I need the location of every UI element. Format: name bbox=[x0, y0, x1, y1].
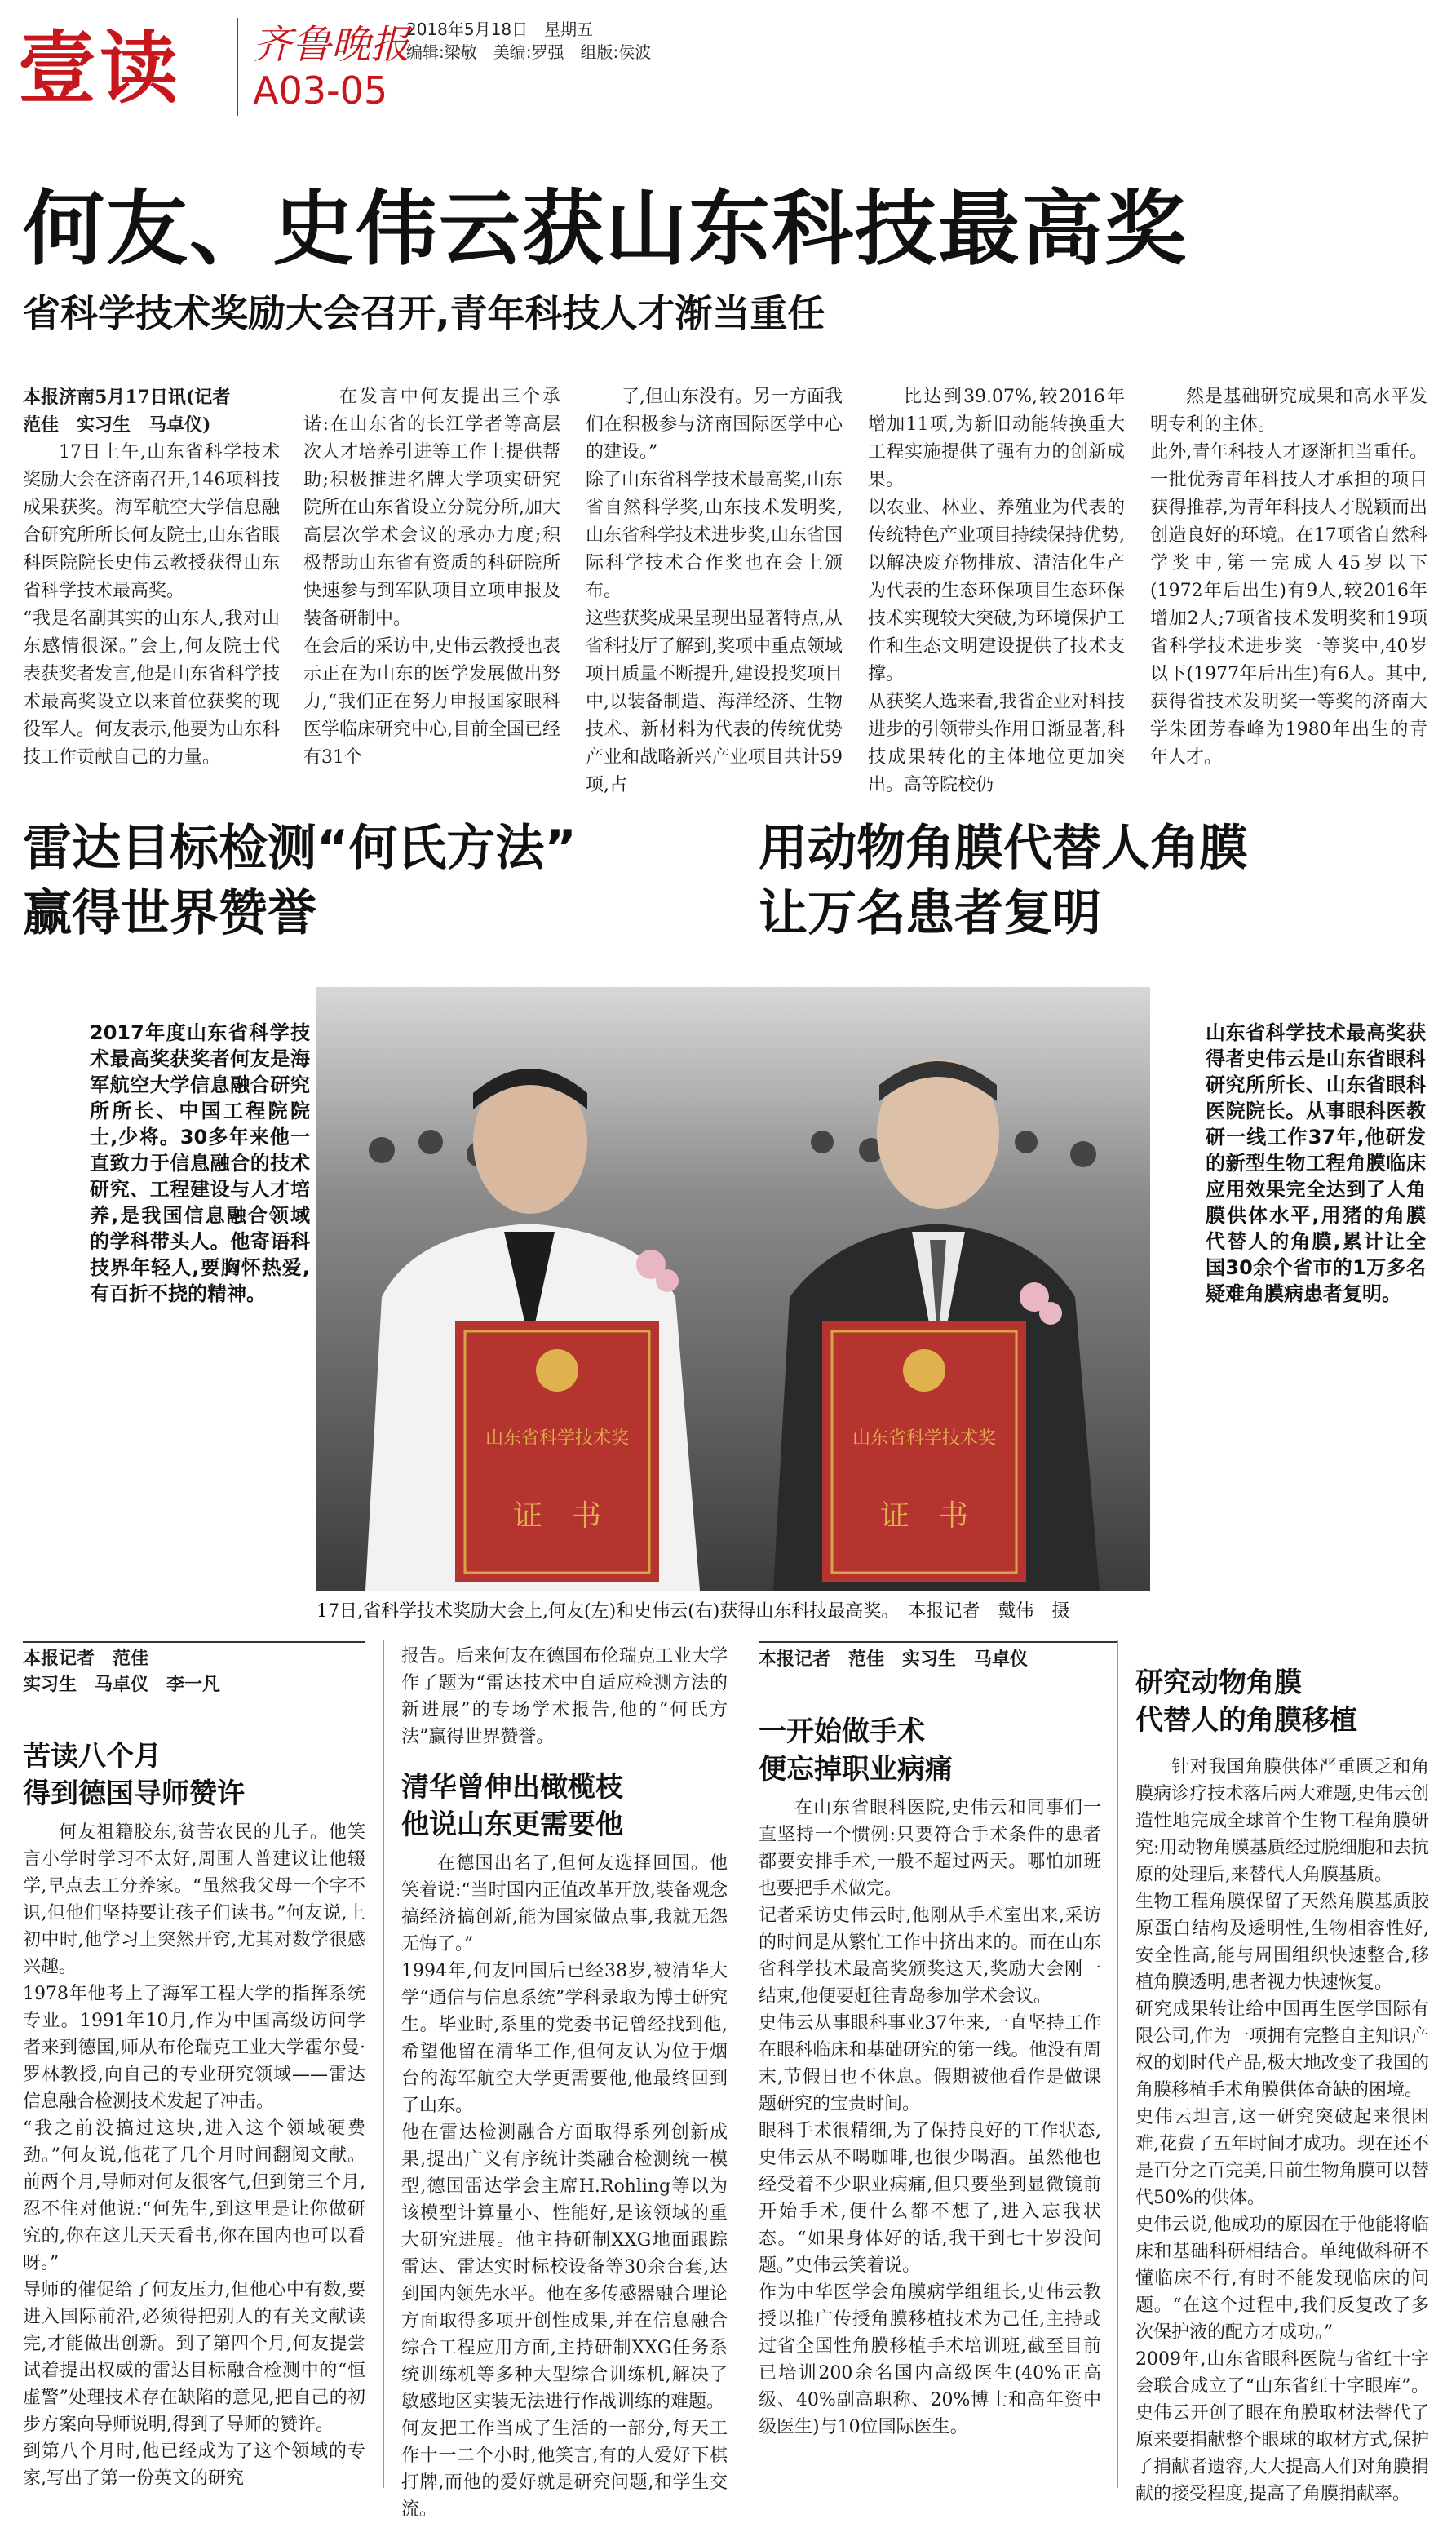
left-certificate bbox=[455, 1321, 659, 1582]
left-story-rule bbox=[23, 1641, 365, 1643]
left-subhead-2: 清华曾伸出橄榄枝 他说山东更需要他 bbox=[401, 1771, 623, 1841]
column-rule-right bbox=[1117, 1640, 1118, 2488]
main-column-4: 比达到39.07%,较2016年增加11项,为新旧动能转换重大工程实施提供了强有力的创新成果。 以农业、林业、养殖业为代表的传统特色产业项目持续保持优势,以解决废弃物排放、清洁化生产为代表的生态环保项目生态环保技术实现较大突破,为环境保护工作和生态文明建设提供了技术支撑。 从获奖人选来看,我省企业对科技进步的引领带头作用日渐显著,科技成果转化的主体地位更加突出。高等院校仍 bbox=[868, 387, 1125, 795]
section-name: 壹读 bbox=[18, 23, 181, 114]
left-photo-caption: 2017年度山东省科学技术最高奖获奖者何友是海军航空大学信息融合研究所所长、中国工程院院士,少将。30多年来他一直致力于信息融合的技术研究、工程建设与人才培养,是我国信息融合领域的学科带头人。他寄语科技界年轻人,要胸怀热爱,有百折不挠的精神。 bbox=[90, 1021, 310, 1305]
main-column-1-text: 17日上午,山东省科学技术奖励大会在济南召开,146项科技成果获奖。海军航空大学信息融合研究所所长何友院士,山东省眼科医院院长史伟云教授获得山东省科学技术最高奖。 “我是名副其实的山东人,我对山东感情很深。”会上,何友院士代表获奖者发言,他是山东省科学技术最高奖设立以来首位获奖的现役军人。何友表示,他要为山东科技工作贡献自己的力量。 bbox=[23, 442, 280, 768]
right-story-rule bbox=[759, 1641, 1117, 1643]
right-story-title: 用动物角膜代替人角膜 让万名患者复明 bbox=[759, 820, 1248, 942]
main-byline: 本报济南5月17日讯(记者 范佳 实习生 马卓仪) bbox=[23, 387, 231, 436]
right-subhead-2: 研究动物角膜 代替人的角膜移植 bbox=[1135, 1667, 1357, 1737]
header-divider bbox=[237, 18, 238, 116]
right-story-byline: 本报记者 范佳 实习生 马卓仪 bbox=[759, 1649, 1029, 1670]
main-deck: 省科学技术奖励大会召开,青年科技人才渐当重任 bbox=[23, 291, 825, 335]
right-text-1: 在山东省眼科医院,史伟云和同事们一直坚持一个惯例:只要符合手术条件的患者都要安排手术,一般不超过两天。哪怕加班也要把手术做完。 记者采访史伟云时,他刚从手术室出来,采访的时间是从繁忙工作中挤出来的。而在山东省科学技术最高奖颁奖这天,奖励大会刚一结束,他便要赶往青岛参加学术会议。 史伟云从事眼科事业37年来,一直坚持工作在眼科临床和基础研究的第一线。他没有周末,节假日也不休息。假期被他看作是做课题研究的宝贵时间。 眼科手术很精细,为了保持良好的工作状态,史伟云从不喝咖啡,也很少喝酒。虽然他也经受着不少职业病痛,但只要坐到显微镜前开始手术,便什么都不想了,进入忘我状态。“如果身体好的话,我干到七十岁没问题。”史伟云笑着说。 作为中华医学会角膜病学组组长,史伟云教授以推广传授角膜移植技术为己任,主持或过省全国性角膜移植手术培训班,截至目前已培训200余名国内高级医生(40%正高级、40%副高职称、20%博士和高年资中级医生)与10位国际医生。 bbox=[759, 1798, 1101, 2437]
right-photo-caption: 山东省科学技术最高奖获得者史伟云是山东省眼科研究所所长、山东省眼科医院院长。从事眼科医教研一线工作37年,他研发的新型生物工程角膜临床应用效果完全达到了人角膜供体水平,用猪的角膜代替人的角膜,累计让全国30余个省市的1万多名疑难角膜病患者复明。 bbox=[1206, 1021, 1426, 1305]
right-certificate-label: 证 书 bbox=[879, 1499, 969, 1533]
column-rule bbox=[383, 1640, 384, 2488]
main-column-5: 然是基础研究成果和高水平发明专利的主体。 此外,青年科技人才逐渐担当重任。一批优秀青年科技人才承担的项目获得推荐,为青年科技人才脱颖而出创造良好的环境。在17项省自然科学奖中,第一完成人45岁以下(1972年后出生)有9人,较2016年增加2人;7项省技术发明奖和19项省科学技术进步奖一等奖中,40岁以下(1977年后出生)有6人。其中,获得省技术发明奖一等奖的济南大学朱团芳春峰为1980年出生的青年人才。 bbox=[1150, 387, 1427, 768]
right-certificate-title: 山东省科学技术奖 bbox=[852, 1428, 997, 1449]
left-subhead-1: 苦读八个月 得到德国导师赞许 bbox=[23, 1740, 245, 1810]
left-certificate-label: 证 书 bbox=[512, 1499, 602, 1533]
left-certificate-title: 山东省科学技术奖 bbox=[485, 1428, 630, 1449]
left-text-2: 报告。后来何友在德国布伦瑞克工业大学作了题为“雷达技术中自适应检测方法的新进展”的专场学术报告,他的“何氏方法”赢得世界赞誉。 bbox=[401, 1646, 728, 1747]
left-text-1: 何友祖籍胶东,贫苦农民的儿子。他笑言小学时学习不太好,周围人普建议让他辍学,早点去工分养家。“虽然我父母一个字不识,但他们坚持要让孩子们读书。”何友说,上初中时,他学习上突然开窍,尤其对数学很感兴趣。 1978年他考上了海军工程大学的指挥系统专业。1991年10月,作为中国高级访问学者来到德国,师从布伦瑞克工业大学霍尔曼·罗林教授,向自己的专业研究领域——雷达信息融合检测技术发起了冲击。 “我之前没搞过这块,进入这个领域硬费劲。”何友说,他花了几个月时间翻阅文献。前两个月,导师对何友很客气,但到第三个月,忍不住对他说:“何先生,到这里是让你做研究的,你在这儿天天看书,你在国内也可以看呀。” 导师的催促给了何友压力,但他心中有数,要进入国际前沿,必须得把别人的有关文献读完,才能做出创新。到了第四个月,何友提尝试着提出权威的雷达目标融合检测中的“恒虚警”处理技术存在缺陷的意见,把自己的初步方案向导师说明,得到了导师的赞许。 到第八个月时,他已经成为了这个领域的专家,写出了第一份英文的研究 bbox=[23, 1822, 365, 2489]
main-headline: 何友、史伟云获山东科技最高奖 bbox=[23, 181, 1188, 277]
right-text-2: 针对我国角膜供体严重匮乏和角膜病诊疗技术落后两大难题,史伟云创造性地完成全球首个生物工程角膜研究:用动物角膜基质经过脱细胞和去抗原的处理后,来替代人角膜基质。 生物工程角膜保留了天然角膜基质胶原蛋白结构及透明性,生物相容性好,安全性高,能与周围组织快速整合,移植角膜透明,患者视力快速恢复。 研究成果转让给中国再生医学国际有限公司,作为一项拥有完整自主知识产权的划时代产品,极大地改变了我国的角膜移植手术角膜供体奇缺的困境。 史伟云坦言,这一研究突破起来很困难,花费了五年时间才成功。现在还不是百分之百完美,目前生物角膜可以替代50%的供体。 史伟云说,他成功的原因在于他能将临床和基础科研相结合。单纯做科研不懂临床不行,有时不能发现临床的问题。“在这个过程中,我们反复改了多次保护液的配方才成功。” 2009年,山东省眼科医院与省红十字会联合成立了“山东省红十字眼库”。史伟云开创了眼在角膜取材法替代了原来要捐献整个眼球的取材方式,保护了捐献者遗容,大大提高人们对角膜捐献的接受程度,提高了角膜捐献率。 bbox=[1135, 1757, 1429, 2504]
left-text-3: 在德国出名了,但何友选择回国。他笑着说:“当时国内正值改革开放,装备观念搞经济搞创新,能为国家做点事,我就无怨无悔了。” 1994年,何友回国后已经38岁,被清华大学“通信与信息系统”学科录取为博士研究生。毕业时,系里的党委书记曾经找到他,希望他留在清华工作,但何友认为位于烟台的海军航空大学更需要他,他最终回到了山东。 他在雷达检测融合方面取得系列创新成果,提出广义有序统计类融合检测统一模型,德国雷达学会主席H.Rohling等以为该模型计算量小、性能好,是该领域的重大研究进展。他主持研制XXG地面跟踪雷达、雷达实时标校设备等30余台套,达到国内领先水平。他在多传感器融合理论方面取得多项开创性成果,并在信息融合综合工程应用方面,主持研制XXG任务系统训练机等多种大型综合训练机,解决了敏感地区实装无法进行作战训练的难题。 何友把工作当成了生活的一部分,每天工作十一二个小时,他笑言,有的人爱好下棋打牌,而他的爱好就是研究问题,和学生交流。 bbox=[401, 1853, 728, 2520]
left-story-title: 雷达目标检测“何氏方法” 赢得世界赞誉 bbox=[23, 820, 577, 942]
masthead-logo: 齐鲁晚报 bbox=[253, 22, 410, 68]
left-story-byline: 本报记者 范佳 实习生 马卓仪 李一凡 bbox=[23, 1649, 221, 1695]
photo-caption: 17日,省科学技术奖励大会上,何友(左)和史伟云(右)获得山东科技最高奖。 本报记者 戴伟 摄 bbox=[316, 1601, 1070, 1622]
main-column-2: 在发言中何友提出三个承诺:在山东省的长江学者等高层次人才培养引进等工作上提供帮助;积极推进名牌大学项实研究院所在山东省设立分院分所,加大高层次学术会议的承办力度;积极帮助山东省有资质的科研院所快速参与到军队项目立项申报及装备研制中。 在会后的采访中,史伟云教授也表示正在为山东的医学发展做出努力,“我们正在努力申报国家眼科医学临床研究中心,目前全国已经有31个 bbox=[303, 387, 560, 768]
main-column-1 bbox=[23, 383, 280, 772]
page-code: A03-05 bbox=[253, 69, 388, 113]
photo-illustration bbox=[316, 987, 1150, 1591]
right-certificate bbox=[822, 1321, 1026, 1582]
right-subhead-1: 一开始做手术 便忘掉职业病痛 bbox=[759, 1715, 953, 1786]
date-line: 2018年5月18日 星期五 bbox=[406, 20, 594, 39]
award-photo bbox=[316, 987, 1150, 1591]
editor-line: 编辑:梁敬 美编:罗强 组版:侯波 bbox=[406, 42, 652, 62]
main-column-3: 了,但山东没有。另一方面我们在积极参与济南国际医学中心的建设。” 除了山东省科学技术最高奖,山东省自然科学奖,山东技术发明奖,山东省科学技术进步奖,山东省国际科学技术合作奖也在会上颁布。 这些获奖成果呈现出显著特点,从省科技厅了解到,奖项中重点领域项目质量不断提升,建设投奖项目中,以装备制造、海洋经济、生物技术、新材料为代表的传统优势产业和战略新兴产业项目共计59项,占 bbox=[586, 387, 843, 795]
